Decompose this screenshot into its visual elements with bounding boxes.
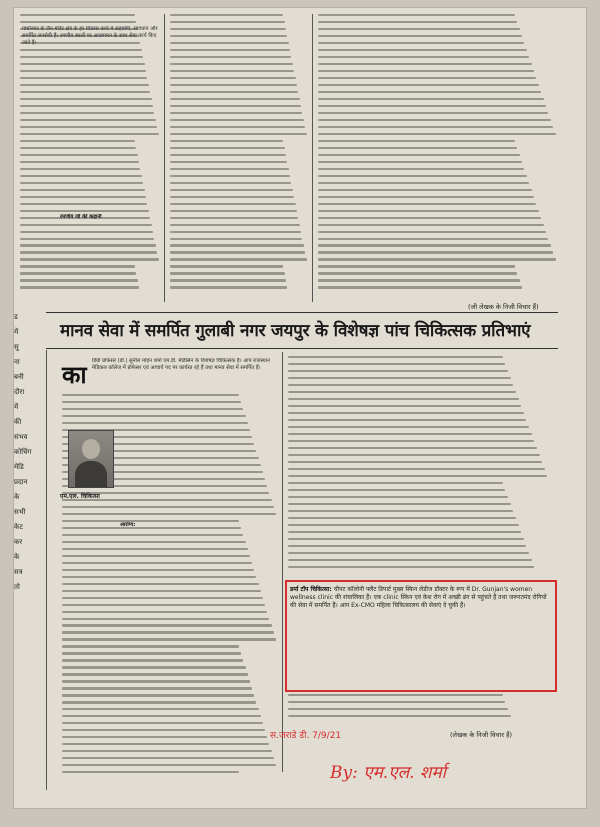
body-column-right: [288, 356, 550, 576]
text-line: [20, 56, 143, 58]
text-line: [170, 238, 302, 240]
text-line: [170, 279, 286, 281]
column-divider: [282, 352, 283, 772]
text-line: [20, 21, 136, 23]
text-line: [62, 673, 248, 675]
edge-word: की: [14, 418, 22, 426]
text-line: [62, 506, 274, 508]
text-line: [288, 496, 508, 498]
text-line: [62, 722, 263, 724]
text-line: [318, 133, 556, 135]
text-line: [318, 244, 551, 246]
text-line: [288, 482, 503, 484]
edge-word: के: [14, 553, 20, 561]
text-line: [20, 189, 145, 191]
text-line: [170, 265, 283, 267]
text-line: [318, 98, 544, 100]
text-line: [20, 161, 139, 163]
text-line: [288, 398, 519, 400]
sub-heading-1: रमणीय जी की कहानी: [60, 214, 102, 220]
text-line: [318, 35, 522, 37]
text-line: [170, 28, 286, 30]
text-line: [62, 548, 248, 550]
text-line: [170, 42, 289, 44]
text-line: [62, 562, 252, 564]
highlighted-section: [290, 586, 548, 610]
edge-word: मेडि: [14, 463, 24, 471]
text-line: [318, 126, 553, 128]
text-line: [318, 286, 522, 288]
text-line: [288, 356, 503, 358]
text-line: [170, 14, 283, 16]
text-line: [62, 736, 267, 738]
text-line: [62, 590, 261, 592]
text-line: [62, 611, 267, 613]
text-line: [288, 715, 511, 717]
text-line: [62, 743, 269, 745]
text-line: [20, 140, 135, 142]
text-line: [62, 659, 243, 661]
text-line: [20, 196, 146, 198]
edge-word: संभव: [14, 433, 28, 441]
text-line: [62, 631, 274, 633]
handwritten-date: स.जराडे डी. 7/9/21: [270, 731, 342, 741]
edge-word: बनी: [14, 373, 24, 381]
text-line: [20, 49, 142, 51]
text-line: [318, 189, 532, 191]
photo-body: [75, 461, 107, 487]
text-line: [20, 154, 138, 156]
doctor-photo: [68, 430, 114, 488]
boxed-section-text: चौपट कॉलोनी फ्लैट डिपार्ट मुख्य स्किन लेडीज डॉक्टर के रूप में Dr. Gunjan's women wellness clinic की संचालिका हैं। एक clinic स्किन एवं केश रोग में अच्छी ढंग से पहुंचते हैं तथा जरूरतमंद रोगियों की सेवा में समर्पित हैं। आप Ex-CMO महिला चिकित्सालय की सेवाएं दे चुकी हैं।: [290, 586, 547, 609]
text-line: [288, 517, 516, 519]
text-line: [318, 251, 553, 253]
text-line: [288, 694, 503, 696]
photo-head: [82, 439, 100, 459]
text-line: [170, 98, 300, 100]
text-line: [318, 21, 517, 23]
text-line: [20, 210, 149, 212]
text-line: [170, 286, 287, 288]
text-line: [20, 126, 157, 128]
text-line: [170, 147, 285, 149]
text-line: [288, 412, 524, 414]
edge-word: केट: [14, 523, 23, 531]
text-line: [170, 35, 287, 37]
drop-cap: का: [62, 360, 87, 389]
text-line: [170, 84, 297, 86]
text-line: [318, 210, 539, 212]
text-line: [318, 231, 546, 233]
text-line: [170, 56, 291, 58]
text-line: [20, 77, 147, 79]
text-line: [170, 251, 305, 253]
text-line: [318, 28, 520, 30]
text-line: [288, 708, 508, 710]
text-line: [288, 454, 540, 456]
text-line: [62, 408, 243, 410]
text-line: [170, 77, 296, 79]
text-line: [20, 238, 154, 240]
text-line: [170, 112, 302, 114]
text-line: [20, 70, 146, 72]
edge-divider: [46, 350, 47, 790]
cut-off-column: [14, 310, 44, 780]
top-column-2: [170, 14, 308, 294]
text-line: [288, 468, 545, 470]
text-line: [20, 272, 136, 274]
text-line: [170, 126, 305, 128]
text-line: [62, 715, 261, 717]
text-line: [288, 489, 505, 491]
text-line: [288, 391, 516, 393]
text-line: [318, 175, 527, 177]
text-line: [170, 217, 298, 219]
text-line: [62, 666, 246, 668]
text-line: [20, 119, 156, 121]
text-line: [318, 70, 534, 72]
edge-word: तो: [14, 583, 20, 591]
text-line: [288, 377, 511, 379]
text-line: [20, 63, 145, 65]
text-line: [20, 203, 147, 205]
text-line: [288, 370, 508, 372]
text-line: [20, 265, 135, 267]
text-line: [170, 119, 304, 121]
text-line: [318, 112, 548, 114]
text-line: [318, 119, 551, 121]
text-line: [62, 708, 259, 710]
text-line: [288, 363, 505, 365]
text-line: [170, 49, 290, 51]
text-line: [20, 105, 153, 107]
text-line: [288, 503, 511, 505]
text-line: [62, 583, 259, 585]
edge-word: सत्र: [14, 568, 23, 576]
text-line: [288, 545, 526, 547]
edge-word: ड: [14, 313, 18, 321]
headline-rule-top: [46, 312, 558, 313]
headline-rule-bottom: [46, 348, 558, 349]
text-line: [20, 91, 150, 93]
text-line: [20, 244, 156, 246]
text-line: [318, 14, 515, 16]
text-line: [62, 422, 248, 424]
column-divider: [312, 14, 313, 302]
body-column-right-lower: [288, 694, 550, 724]
text-line: [170, 154, 286, 156]
text-line: [288, 559, 532, 561]
text-line: [62, 694, 254, 696]
text-line: [288, 552, 529, 554]
edge-word: में: [14, 403, 19, 411]
text-line: [20, 84, 149, 86]
text-line: [288, 510, 513, 512]
text-line: [170, 175, 290, 177]
text-line: [170, 168, 289, 170]
text-line: [318, 63, 532, 65]
text-line: [318, 140, 515, 142]
text-line: [318, 84, 539, 86]
edge-word: सभी: [14, 508, 26, 516]
text-line: [62, 569, 254, 571]
text-line: [20, 224, 152, 226]
text-line: [318, 224, 544, 226]
text-line: [62, 604, 265, 606]
text-line: [62, 513, 276, 515]
text-line: [170, 203, 296, 205]
writer-credit: (लेखक के निजी विचार हैं): [450, 731, 513, 739]
text-line: [318, 265, 515, 267]
text-line: [288, 405, 521, 407]
photo-caption: एम.एल. चिकित्सा: [60, 493, 100, 500]
text-line: [62, 624, 272, 626]
text-line: [62, 687, 252, 689]
text-line: [318, 279, 520, 281]
text-line: [318, 272, 517, 274]
text-line: [20, 258, 159, 260]
text-line: [20, 147, 136, 149]
edge-word: सु: [14, 343, 19, 351]
text-line: [62, 750, 272, 752]
text-line: [20, 112, 154, 114]
edge-word: प्रदान: [14, 478, 28, 486]
sub-heading-2: आरोग्य:: [120, 522, 136, 528]
text-line: [20, 231, 153, 233]
text-line: [170, 258, 307, 260]
text-line: [288, 566, 534, 568]
article-headline: मानव सेवा में समर्पित गुलाबी नगर जयपुर के विशेषज्ञ पांच चिकित्सक प्रतिभाएं: [60, 321, 531, 341]
text-line: [62, 645, 239, 647]
edge-word: दौरा: [14, 388, 25, 396]
boxed-section-title: डर्मा टॉप चिकित्सा:: [290, 586, 332, 593]
text-line: [318, 91, 541, 93]
top-column-3: [318, 14, 558, 294]
text-line: [170, 272, 285, 274]
column-divider: [164, 14, 165, 302]
text-line: [318, 238, 548, 240]
text-line: [62, 394, 239, 396]
text-line: [288, 538, 524, 540]
text-line: [20, 98, 152, 100]
text-line: [288, 440, 534, 442]
text-line: [318, 154, 520, 156]
text-line: [20, 286, 139, 288]
text-line: [62, 576, 256, 578]
text-line: [288, 475, 547, 477]
text-line: [20, 14, 135, 16]
text-line: [170, 189, 293, 191]
text-line: [170, 231, 301, 233]
text-line: [20, 279, 138, 281]
text-line: [318, 168, 524, 170]
text-line: [20, 175, 142, 177]
text-line: [288, 433, 532, 435]
intro-paragraph: डिग्री प्रोफेसर (डॉ.) सुनील मोहन शर्मा एम.डी. मेडिसिन के विशेषज्ञ चिकित्सक हैं। आप राजस्थान मेडिकल कॉलेज में प्रोफेसर एवं आचार्य पद पर कार्यरत रहे हैं तथा मानव सेवा में समर्पित हैं।: [92, 358, 270, 371]
top-writer-credit: (जी लेखक के निजी विचार हैं): [468, 303, 539, 311]
text-line: [20, 251, 157, 253]
text-line: [170, 161, 287, 163]
text-line: [318, 161, 522, 163]
column-text: [22, 26, 158, 48]
text-line: [170, 21, 285, 23]
text-line: [170, 70, 294, 72]
top-column-1: [20, 14, 160, 294]
text-line: [62, 638, 276, 640]
text-line: [62, 401, 241, 403]
edge-word: कर: [14, 538, 23, 546]
text-line: [62, 618, 269, 620]
text-line: [288, 531, 521, 533]
text-line: [170, 140, 283, 142]
text-line: [288, 384, 513, 386]
text-line: [318, 196, 534, 198]
text-line: [288, 419, 526, 421]
text-line: [170, 244, 304, 246]
column-paragraph: गांधीनगर के जैन मंदिर क्षेत्र के हर विकास कार्य में सहयोगी, सावधान और समर्पित जनसेवी हैं। रमणीय स्थलों पर आवागमन के साथ सेवा कार्य किए जाते हैं।: [22, 26, 158, 46]
text-line: [170, 210, 297, 212]
text-line: [62, 597, 263, 599]
text-line: [318, 105, 546, 107]
text-line: [170, 196, 294, 198]
text-line: [318, 49, 527, 51]
handwritten-byline: By: एम.एल. शर्मा: [330, 763, 447, 783]
text-line: [62, 534, 243, 536]
text-line: [62, 680, 250, 682]
text-line: [62, 541, 246, 543]
text-line: [62, 764, 276, 766]
text-line: [62, 701, 256, 703]
text-line: [62, 415, 246, 417]
text-line: [62, 771, 239, 773]
text-line: [318, 56, 529, 58]
edge-word: में: [14, 328, 19, 336]
edge-word: के: [14, 493, 20, 501]
edge-word: कोचिंग: [14, 448, 32, 456]
text-line: [170, 91, 298, 93]
text-line: [62, 652, 241, 654]
text-line: [170, 63, 293, 65]
text-line: [318, 77, 536, 79]
text-line: [288, 701, 505, 703]
text-line: [170, 105, 301, 107]
text-line: [318, 182, 529, 184]
edge-word: ना: [14, 358, 20, 366]
text-line: [62, 555, 250, 557]
text-line: [318, 217, 541, 219]
text-line: [20, 133, 159, 135]
text-line: [20, 168, 140, 170]
text-line: [288, 524, 519, 526]
text-line: [288, 461, 542, 463]
text-line: [318, 203, 536, 205]
text-line: [170, 182, 291, 184]
text-line: [318, 147, 517, 149]
text-line: [170, 224, 300, 226]
text-line: [20, 182, 143, 184]
text-line: [170, 133, 307, 135]
text-line: [62, 757, 274, 759]
text-line: [288, 447, 537, 449]
text-line: [288, 426, 529, 428]
text-line: [318, 258, 556, 260]
text-line: [318, 42, 524, 44]
text-line: [62, 729, 265, 731]
